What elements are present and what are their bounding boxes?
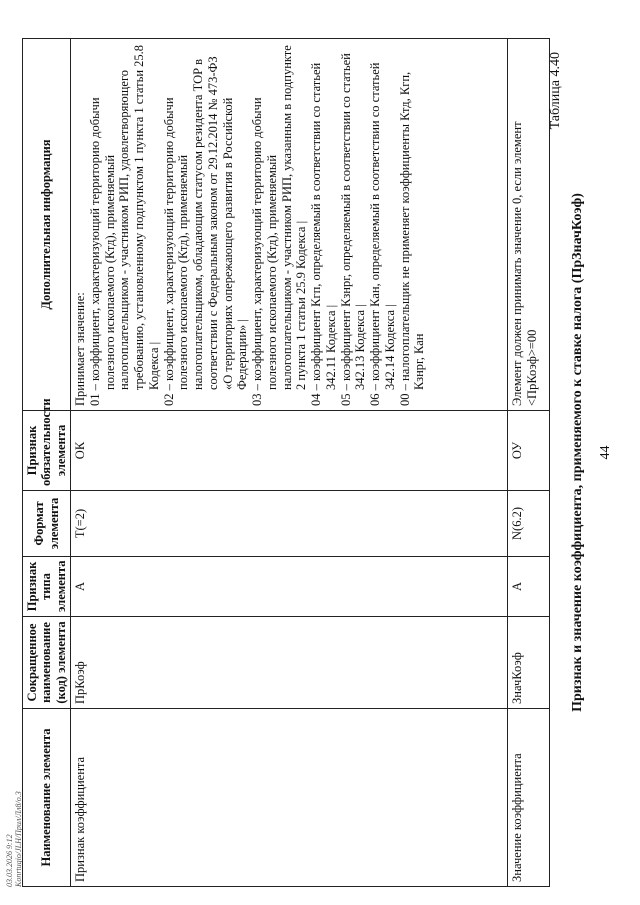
header-element-code: Сокращенное наименование (код) элемента (23, 617, 71, 709)
info-item: 01 – коэффициент, характеризующий территорию добычи полезного ископаемого (Ктд), применяемый налогоплательщиком - участником РИП, удовлетворяющего требованию, установленному подпунктом 1 пункта 1 статьи 25.8 Кодекса | (87, 44, 161, 406)
header-element-format: Формат элемента (23, 491, 71, 557)
cell-type: А (71, 557, 508, 617)
stamp-line: 03.03.2026 9:12 (5, 834, 14, 887)
cell-format: T(=2) (71, 491, 508, 557)
cell-required: ОУ (508, 411, 550, 491)
header-element-name: Наименование элемента (23, 709, 71, 887)
page-number: 44 (598, 445, 613, 460)
cell-info (71, 39, 508, 411)
header-additional-info: Дополнительная информация (23, 39, 71, 411)
info-item: 04 – коэффициент Кгп, определяемый в соответствии со статьей 342.11 Кодекса | (309, 62, 338, 406)
info-item: 06 – коэффициент Кан, определяемый в соответствии со статьей 342.14 Кодекса | (368, 62, 397, 406)
table-row (508, 39, 550, 887)
table-caption: Признак и значение коэффициента, применяемого к ставке налога (ПрЗначКоэф) (570, 193, 585, 712)
cell-type: А (508, 557, 550, 617)
print-stamp (6, 791, 24, 887)
cell-name: Признак коэффициента (71, 709, 508, 887)
info-item: 00 – налогоплательщик не применяет коэффициенты Ктд, Кгп, Кзнрг, Кан (397, 71, 427, 406)
header-element-type: Признак типа элемента (23, 557, 71, 617)
cell-format: N(6.2) (508, 491, 550, 557)
info-item: 02 – коэффициент, характеризующий территорию добычи полезного ископаемого (Ктд), применяемый налогоплательщиком, обладающим статусом резидента ТОР в соответствии с Федеральным законом от 29.12.2014 № 473-ФЗ «О территориях опережающего развития в Российской Федерации» | (161, 56, 250, 406)
element-table (22, 38, 550, 887)
table-row (71, 39, 508, 887)
cell-name: Значение коэффициента (508, 709, 550, 887)
info-item: 05 – коэффициент Кзнрг, определяемый в соответствии со статьей 342.13 Кодекса | (338, 53, 368, 406)
cell-code: ПрКоэф (71, 617, 508, 709)
cell-info: Элемент должен принимать значение 0, если элемент <ПрКоэф>=00 (508, 39, 550, 411)
stamp-line: Konrtugio/JLH/Прил/Лл8/o.3 (13, 791, 23, 887)
table-header-row (23, 39, 71, 887)
info-item: 03 – коэффициент, характеризующий территорию добычи полезного ископаемого (Ктд), применяемый налогоплательщиком - участником РИП, указанным в подпункте 2 пункта 1 статьи 25.9 Кодекса | (250, 45, 309, 406)
info-intro: Принимает значение: (73, 292, 88, 406)
header-element-required: Признак обязательности элемента (23, 411, 71, 491)
cell-required: ОК (71, 411, 508, 491)
table-number: Таблица 4.40 (548, 52, 563, 130)
cell-code: ЗначКоэф (508, 617, 550, 709)
